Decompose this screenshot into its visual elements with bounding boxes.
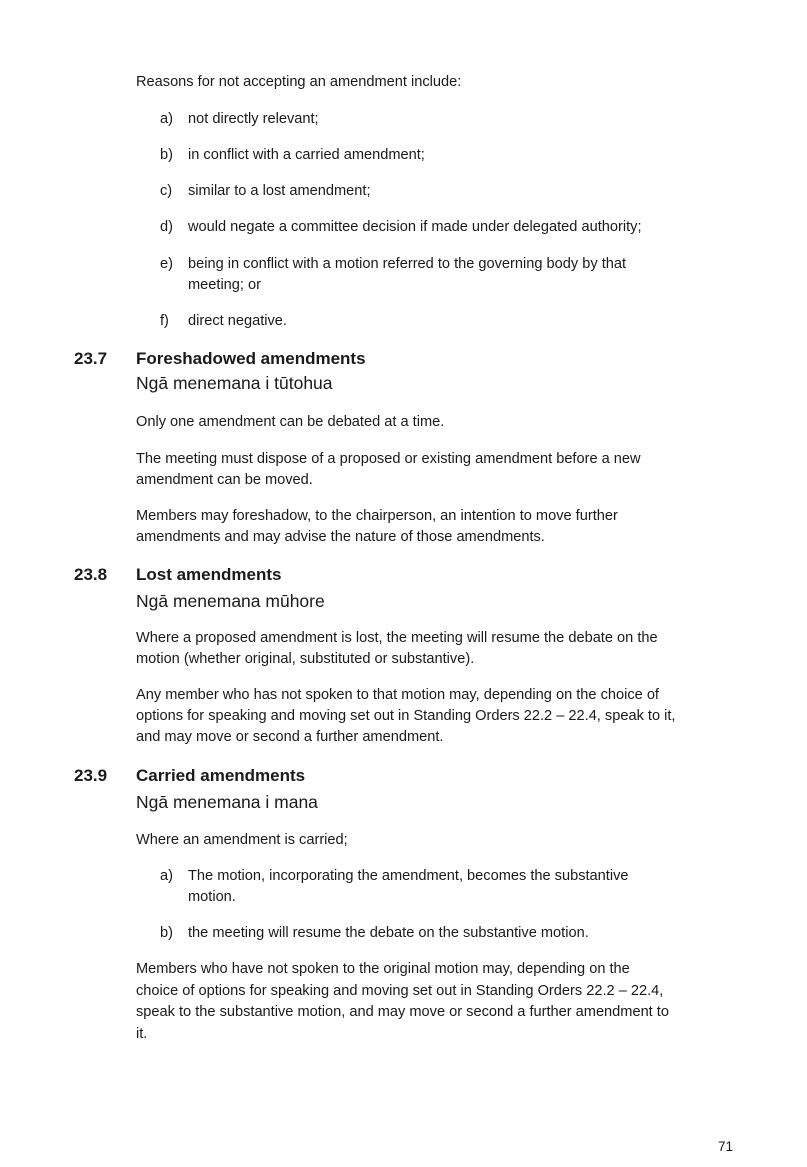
list-letter: a)	[160, 868, 173, 884]
section-title: Carried amendments	[136, 766, 306, 785]
section-title: Foreshadowed amendments	[136, 349, 366, 368]
list-letter: d)	[160, 219, 173, 235]
paragraph: Members may foreshadow, to the chairperson, an intention to move further	[136, 508, 618, 524]
list-letter: b)	[160, 147, 173, 163]
paragraph: options for speaking and moving set out in Standing Orders 22.2 – 22.4, speak to it,	[136, 708, 676, 724]
list-item: The motion, incorporating the amendment, becomes the substantive	[188, 868, 629, 884]
list-letter: f)	[160, 313, 169, 329]
list-item: being in conflict with a motion referred to the governing body by that	[188, 256, 627, 272]
list-item: would negate a committee decision if made under delegated authority;	[188, 219, 642, 235]
section-number: 23.9	[74, 766, 108, 785]
list-item: motion.	[188, 889, 236, 905]
paragraph: Where an amendment is carried;	[136, 832, 348, 848]
list-item: in conflict with a carried amendment;	[188, 147, 425, 163]
list-item: not directly relevant;	[188, 111, 319, 127]
section-number: 23.8	[74, 565, 108, 584]
list-item: similar to a lost amendment;	[188, 183, 371, 199]
paragraph: Members who have not spoken to the original motion may, depending on the	[136, 961, 630, 977]
list-item: the meeting will resume the debate on the substantive motion.	[188, 925, 589, 941]
section-subtitle: Ngā menemana mūhore	[136, 591, 325, 611]
list-letter: a)	[160, 111, 173, 127]
section-subtitle: Ngā menemana i tūtohua	[136, 373, 333, 393]
paragraph: Where a proposed amendment is lost, the meeting will resume the debate on the	[136, 630, 658, 646]
paragraph: The meeting must dispose of a proposed or existing amendment before a new	[136, 451, 641, 467]
list-item: direct negative.	[188, 313, 287, 329]
paragraph: Only one amendment can be debated at a time.	[136, 414, 445, 430]
section-title: Lost amendments	[136, 565, 282, 584]
paragraph: Any member who has not spoken to that motion may, depending on the choice of	[136, 687, 659, 703]
list-letter: e)	[160, 256, 173, 272]
list-letter: b)	[160, 925, 173, 941]
section-subtitle: Ngā menemana i mana	[136, 792, 318, 812]
paragraph: and may move or second a further amendment.	[136, 729, 444, 745]
section-number: 23.7	[74, 349, 108, 368]
intro-text: Reasons for not accepting an amendment include:	[136, 74, 462, 90]
list-item: meeting; or	[188, 277, 262, 293]
page-number: 71	[718, 1139, 734, 1154]
paragraph: it.	[136, 1026, 148, 1042]
paragraph: speak to the substantive motion, and may move or second a further amendment to	[136, 1004, 669, 1020]
list-letter: c)	[160, 183, 173, 199]
paragraph: amendment can be moved.	[136, 472, 313, 488]
paragraph: motion (whether original, substituted or substantive).	[136, 651, 475, 667]
paragraph: amendments and may advise the nature of those amendments.	[136, 529, 545, 545]
paragraph: choice of options for speaking and moving set out in Standing Orders 22.2 – 22.4,	[136, 983, 664, 999]
